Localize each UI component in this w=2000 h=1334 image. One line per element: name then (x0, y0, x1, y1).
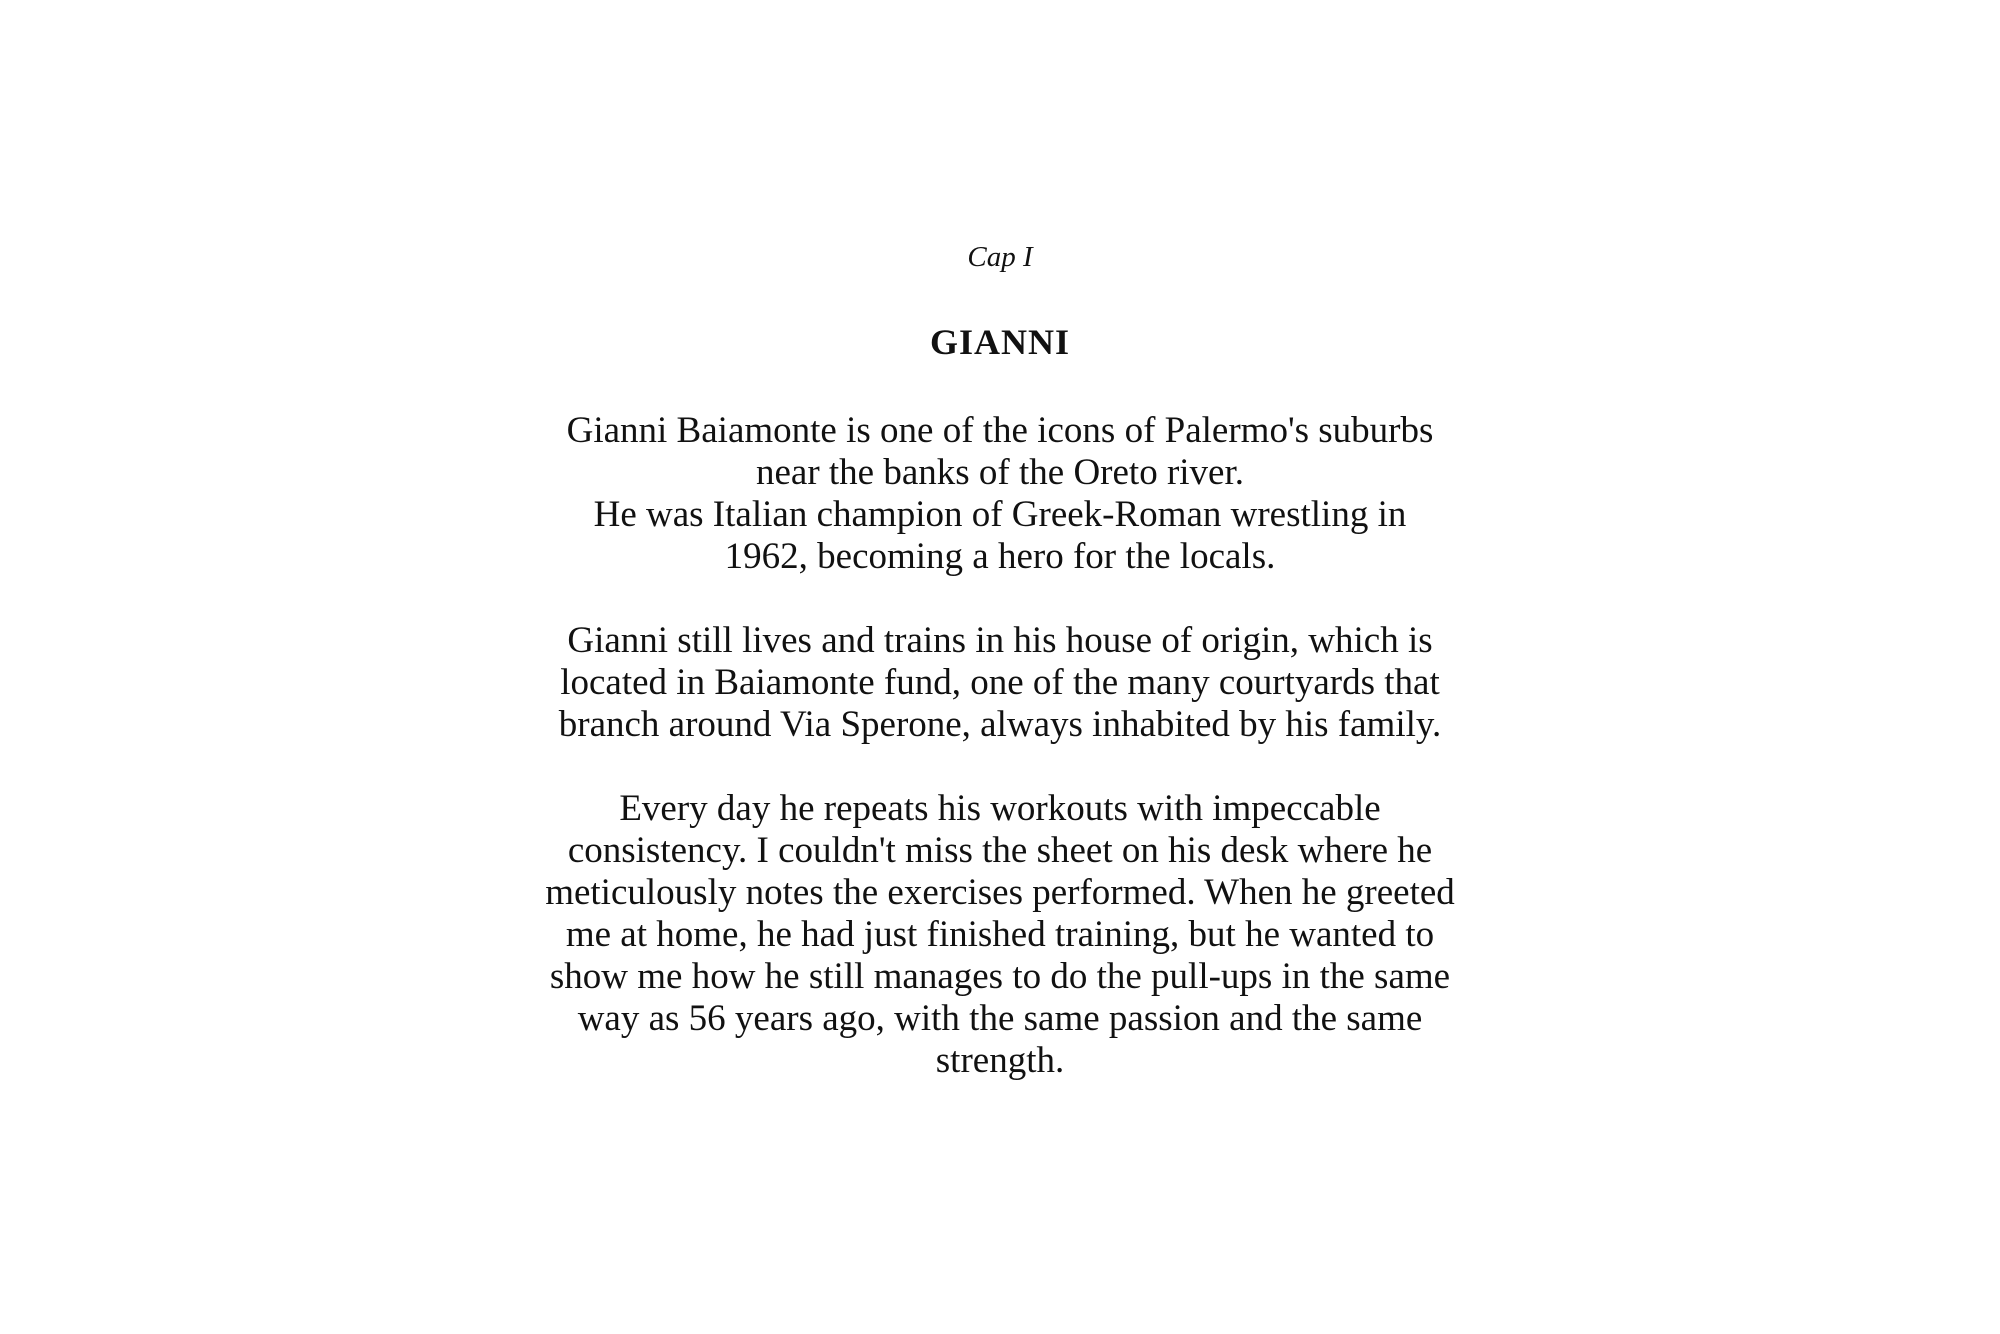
text-line: located in Baiamonte fund, one of the many courtyards that (560, 662, 1440, 703)
text-line: branch around Via Sperone, always inhabited by his family. (558, 704, 1442, 745)
text-line: Gianni still lives and trains in his house of origin, which is (567, 620, 1433, 661)
text-line: show me how he still manages to do the pull-ups in the same (549, 956, 1451, 997)
text-line: consistency. I couldn't miss the sheet on his desk where he (567, 830, 1433, 871)
chapter-label: Cap I (967, 241, 1033, 273)
text-line: near the banks of the Oreto river. (755, 452, 1244, 493)
text-line: way as 56 years ago, with the same passion and the same (577, 998, 1423, 1039)
text-line: meticulously notes the exercises performed. When he greeted (545, 872, 1455, 913)
text-line: 1962, becoming a hero for the locals. (724, 536, 1276, 577)
text-line: Gianni Baiamonte is one of the icons of Palermo's suburbs (566, 410, 1434, 451)
text-line: me at home, he had just finished training, but he wanted to (565, 914, 1435, 955)
paragraph-1 (520, 410, 1480, 578)
text-line: Every day he repeats his workouts with impeccable (619, 788, 1381, 829)
text-line: strength. (935, 1040, 1065, 1081)
text-line: He was Italian champion of Greek-Roman wrestling in (593, 494, 1407, 535)
paragraph-2 (520, 620, 1480, 746)
chapter-title: GIANNI (929, 322, 1070, 362)
paragraph-3 (520, 788, 1480, 1082)
